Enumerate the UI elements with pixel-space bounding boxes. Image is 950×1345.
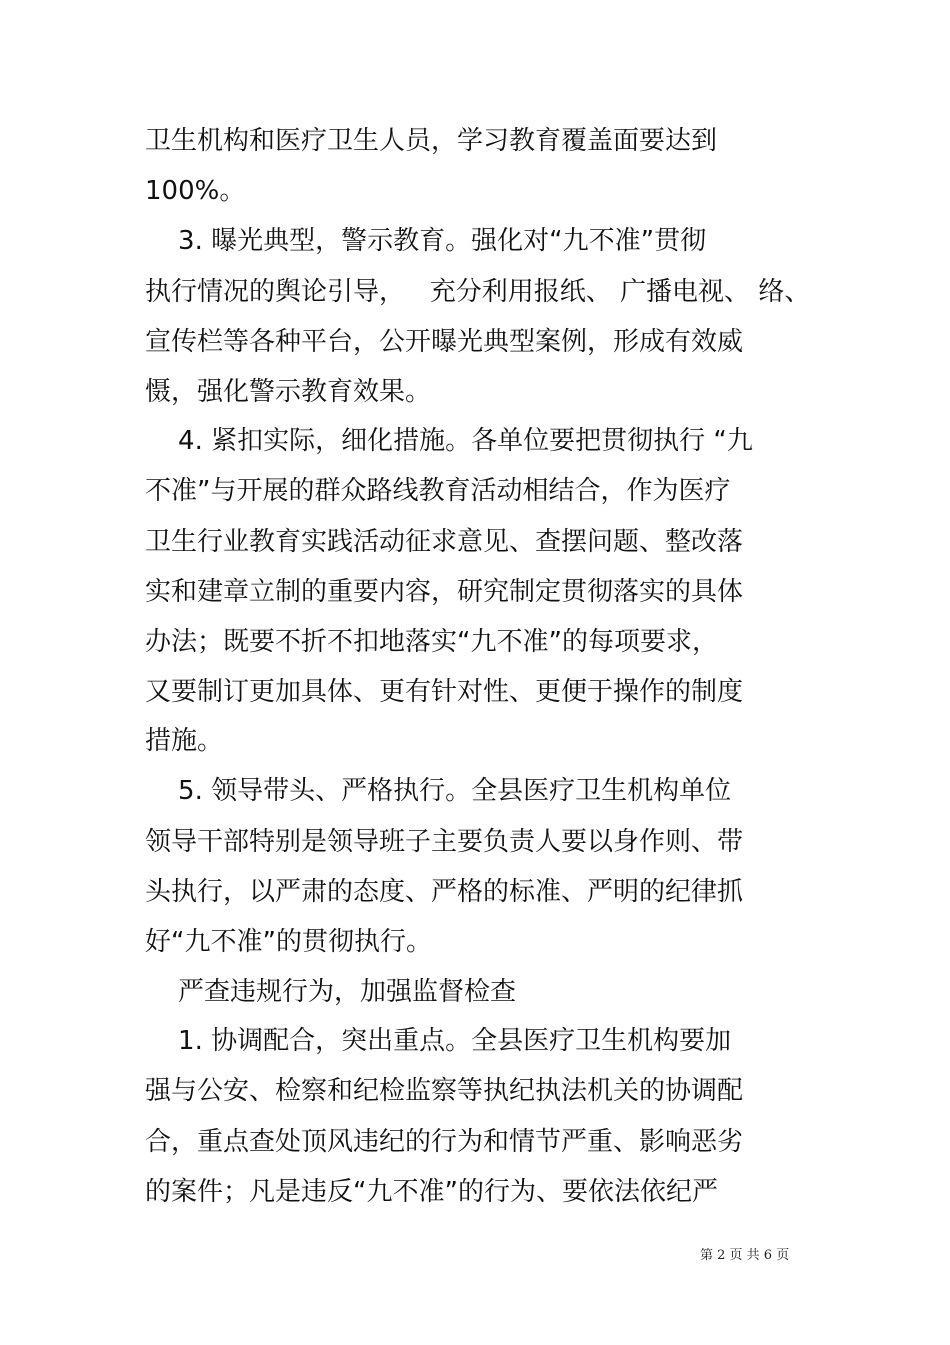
text-line: 3. 曝光典型，警示教育。强化对“九不准”贯彻 [145,226,707,256]
text-line: 宣传栏等各种平台，公开曝光典型案例，形成有效威 [145,327,744,357]
text-line: 4. 紧扣实际，细化措施。各单位要把贯彻执行 “九 [145,426,753,456]
text-line: 措施。 [145,726,224,756]
text-line: 不准”与开展的群众路线教育活动相结合，作为医疗 [145,476,731,506]
text-line: 头执行，以严肃的态度、严格的标准、严明的纪律抓 [145,877,744,907]
text-line: 慑，强化警示教育效果。 [145,377,432,407]
text-line: 强与公安、检察和纪检监察等执纪执法机关的协调配 [145,1076,744,1106]
text-line: 100%。 [145,176,246,206]
text-line: 合，重点查处顶风违纪的行为和情节严重、影响恶劣 [145,1127,744,1157]
text-line: 执行情况的舆论引导， 充分利用报纸、 广播电视、 络、 [145,277,811,307]
text-line: 1. 协调配合，突出重点。全县医疗卫生机构要加 [145,1026,732,1056]
text-line: 领导干部特别是领导班子主要负责人要以身作则、带 [145,827,744,857]
section-heading: 严查违规行为，加强监督检查 [145,977,517,1007]
text-line: 5. 领导带头、严格执行。全县医疗卫生机构单位 [145,776,732,806]
text-line: 卫生行业教育实践活动征求意见、查摆问题、整改落 [145,527,744,557]
page-number-footer: 第 2 页 共 6 页 [700,1248,790,1263]
text-line: 办法；既要不折不扣地落实“九不准”的每项要求， [145,627,718,657]
text-line: 的案件；凡是违反“九不准”的行为、要依法依纪严 [145,1177,718,1207]
text-line: 实和建章立制的重要内容，研究制定贯彻落实的具体 [145,577,744,607]
text-line: 好“九不准”的贯彻执行。 [145,927,432,957]
text-line: 卫生机构和医疗卫生人员，学习教育覆盖面要达到 [145,126,718,156]
text-line: 又要制订更加具体、更有针对性、更便于操作的制度 [145,677,744,707]
